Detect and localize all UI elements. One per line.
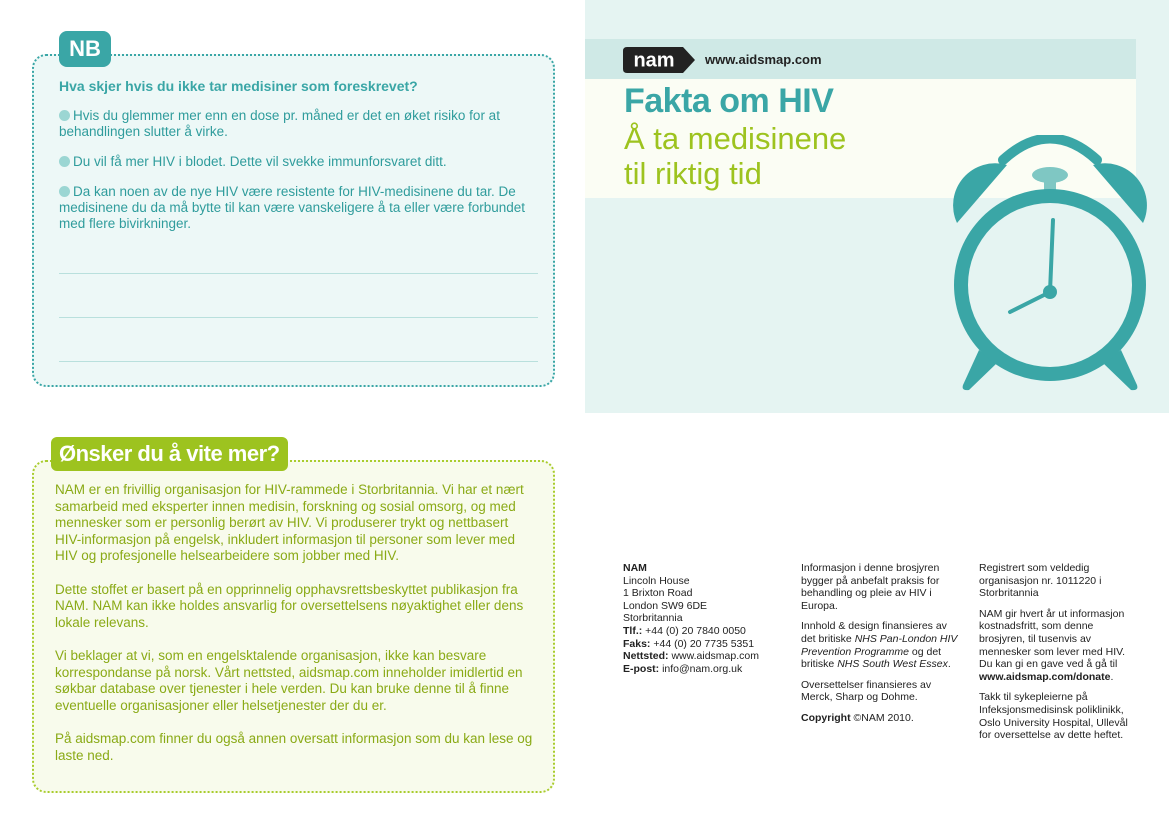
nb-item-text: Du vil få mer HIV i blodet. Dette vil svekke immunforsvaret ditt.	[73, 154, 447, 169]
nb-item-text: Da kan noen av de nye HIV være resistente for HIV-medisinene du tar. De medisinene du da må bytte til kan være vanskeligere å ta eller være forbundet med flere bivirkninger.	[59, 184, 526, 231]
funding-info	[801, 562, 963, 733]
address-line: 1 Brixton Road	[623, 587, 693, 600]
info-paragraph: Oversettelser finansieres av Merck, Sharp og Dohme.	[801, 678, 932, 704]
alarm-clock-icon	[945, 135, 1155, 395]
subtitle-line: Å ta medisinene	[624, 121, 847, 156]
more-info-text	[55, 482, 535, 781]
nb-list	[59, 108, 529, 246]
info-paragraph: Registrert som veldedig organisasjon nr. 1011220 i Storbritannia	[979, 562, 1102, 600]
bullet-icon	[59, 186, 70, 197]
bullet-icon	[59, 156, 70, 167]
nam-logo-text: nam	[633, 49, 675, 72]
address-line: Lincoln House	[623, 574, 690, 587]
donate-link[interactable]: www.aidsmap.com/donate	[979, 670, 1111, 683]
fax-label: Faks:	[623, 637, 651, 650]
phone-line	[623, 625, 783, 638]
subtitle-line: til riktig tid	[624, 156, 762, 191]
nb-question: Hva skjer hvis du ikke tar medisiner som foreskrevet?	[59, 78, 418, 94]
email-line	[623, 663, 783, 676]
info-paragraph: Takk til sykepleierne på Infeksjonsmedisinsk poliklinikk, Oslo University Hospital, Ullevål for oversettelse av dette heftet.	[979, 691, 1128, 742]
info-paragraph: Innhold & design finansieres av det britiske NHS Pan-London HIV Prevention Programme og det britiske NHS South West Essex.	[801, 620, 958, 671]
fax-value: +44 (0) 20 7735 5351	[653, 637, 755, 650]
fax-line	[623, 638, 783, 651]
nam-logo	[623, 47, 695, 73]
address-line: London SW9 6DE	[623, 599, 708, 612]
registration-info	[979, 562, 1141, 750]
list-item	[59, 154, 529, 170]
org-name: NAM	[623, 562, 647, 574]
more-info-title: Ønsker du å vite mer?	[51, 437, 288, 471]
phone-value: +44 (0) 20 7840 0050	[645, 624, 746, 637]
email-label: E-post:	[623, 662, 660, 675]
nb-badge: NB	[59, 31, 111, 67]
list-item	[59, 184, 529, 232]
web-line	[623, 650, 783, 663]
info-paragraph: NAM gir hvert år ut informasjon kostnadsfritt, som denne brosjyren, til tusenvis av mennesker som lever med HIV. Du kan gi en gave ved å gå til www.aidsmap.com/donate.	[979, 607, 1126, 683]
writing-line	[59, 273, 538, 274]
more-info-paragraph: På aidsmap.com finner du også annen oversatt informasjon som du kan lese og laste ned.	[55, 731, 533, 763]
more-info-paragraph: Vi beklager at vi, som en engelsktalende organisasjon, ikke kan besvare korrespondanse på norsk. Vårt nettsted, aidsmap.com inneholder imidlertid en søkbar database over tjenester i hele verden. Du kan bruke denne til å finne eventuelle organisasjoner eller helsetjenester der du er.	[55, 648, 523, 713]
writing-line	[59, 317, 538, 318]
nb-item-text: Hvis du glemmer mer enn en dose pr. måned er det en øket risiko for at behandlingen slutter å virke.	[59, 108, 500, 139]
contact-info	[623, 562, 783, 675]
writing-line	[59, 361, 538, 362]
info-paragraph: Informasjon i denne brosjyren bygger på anbefalt praksis for behandling og pleie av HIV i Europa.	[801, 562, 940, 612]
address-line: Storbritannia	[623, 612, 683, 625]
page-subtitle	[624, 121, 846, 191]
more-info-paragraph: NAM er en frivillig organisasjon for HIV-rammede i Storbritannia. Vi har et nært samarbeid med eksperter innen medisin, forskning og sosial omsorg, og med mennesker som er personlig berørt av HIV. Vi produserer trykt og nettbasert HIV-informasjon på engelsk, inkludert informasjon til personer som lever med HIV og profesjonelle helsearbeidere som jobber med HIV.	[55, 482, 524, 563]
bullet-icon	[59, 110, 70, 121]
email-link[interactable]: info@nam.org.uk	[662, 662, 743, 675]
list-item	[59, 108, 529, 140]
more-info-paragraph: Dette stoffet er basert på en opprinnelig opphavsrettsbeskyttet publikasjon fra NAM. NAM kan ikke holdes ansvarlig for oversettelsens nøyaktighet eller dens lokale relevans.	[55, 581, 524, 630]
copyright: Copyright ©NAM 2010.	[801, 711, 914, 724]
phone-label: Tlf.:	[623, 624, 643, 637]
website-url[interactable]: www.aidsmap.com	[705, 52, 822, 67]
web-link[interactable]: www.aidsmap.com	[671, 650, 759, 663]
web-label: Nettsted:	[623, 650, 669, 663]
page-title: Fakta om HIV	[624, 82, 834, 120]
